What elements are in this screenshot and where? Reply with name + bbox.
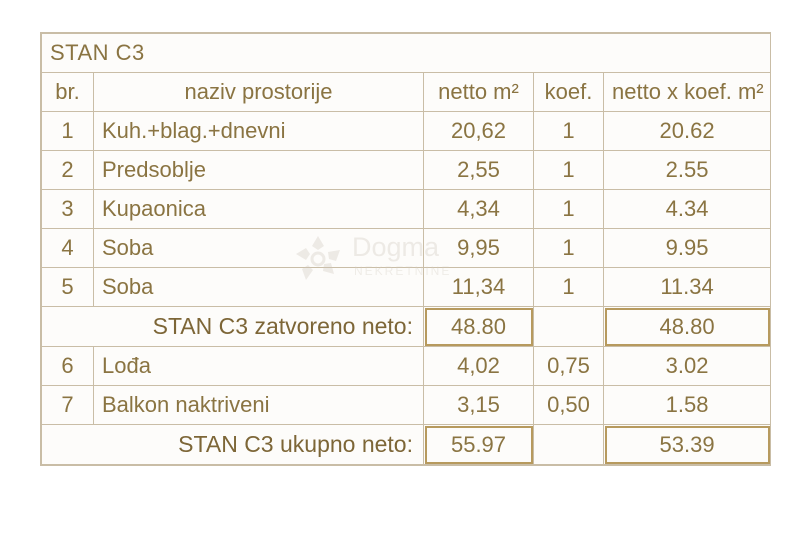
room-netto: 2,55 <box>424 151 534 190</box>
column-header-name: naziv prostorije <box>94 73 424 112</box>
row-number: 1 <box>42 112 94 151</box>
room-total: 4.34 <box>604 190 771 229</box>
grandtotal-row <box>42 425 771 465</box>
room-koef: 1 <box>534 190 604 229</box>
room-koef: 1 <box>534 112 604 151</box>
sheet-table <box>41 33 771 465</box>
page-title: STAN C3 <box>42 34 771 73</box>
watermark-text: Dogma <box>352 232 440 262</box>
row-number: 3 <box>42 190 94 229</box>
column-header-br: br. <box>42 73 94 112</box>
subtotal-netto: 48.80 <box>424 307 534 347</box>
watermark-subtext: NEKRETNINE <box>354 264 452 278</box>
room-netto: 3,15 <box>424 386 534 425</box>
table-row <box>42 268 771 307</box>
room-name: Balkon naktriveni <box>94 386 424 425</box>
table-row <box>42 151 771 190</box>
room-netto: 4,34 <box>424 190 534 229</box>
row-number: 6 <box>42 347 94 386</box>
table-row <box>42 112 771 151</box>
room-total: 3.02 <box>604 347 771 386</box>
room-name: Kupaonica <box>94 190 424 229</box>
apartment-area-table <box>40 32 771 466</box>
room-netto: 9,95 <box>424 229 534 268</box>
grandtotal-total: 53.39 <box>604 425 771 465</box>
subtotal-row <box>42 307 771 347</box>
grandtotal-netto: 55.97 <box>424 425 534 465</box>
room-name: Kuh.+blag.+dnevni <box>94 112 424 151</box>
room-total: 11.34 <box>604 268 771 307</box>
room-netto: 11,34 <box>424 268 534 307</box>
table-title-row <box>42 34 771 73</box>
table-row <box>42 190 771 229</box>
column-header-netto: netto m² <box>424 73 534 112</box>
room-total: 1.58 <box>604 386 771 425</box>
room-koef: 1 <box>534 151 604 190</box>
subtotal-koef <box>534 307 604 347</box>
room-koef: 1 <box>534 268 604 307</box>
room-name: Predsoblje <box>94 151 424 190</box>
row-number: 5 <box>42 268 94 307</box>
room-total: 20.62 <box>604 112 771 151</box>
room-netto: 4,02 <box>424 347 534 386</box>
column-header-koef: koef. <box>534 73 604 112</box>
room-netto: 20,62 <box>424 112 534 151</box>
room-total: 2.55 <box>604 151 771 190</box>
room-koef: 1 <box>534 229 604 268</box>
table-header-row <box>42 73 771 112</box>
row-number: 2 <box>42 151 94 190</box>
grandtotal-koef <box>534 425 604 465</box>
room-total: 9.95 <box>604 229 771 268</box>
row-number: 4 <box>42 229 94 268</box>
table-row <box>42 229 771 268</box>
row-number: 7 <box>42 386 94 425</box>
table-row <box>42 386 771 425</box>
table-row <box>42 347 771 386</box>
room-name: Soba <box>94 229 424 268</box>
subtotal-total: 48.80 <box>604 307 771 347</box>
room-koef: 0,50 <box>534 386 604 425</box>
room-name: Lođa <box>94 347 424 386</box>
grandtotal-label: STAN C3 ukupno neto: <box>42 425 424 465</box>
room-koef: 0,75 <box>534 347 604 386</box>
room-name: Soba <box>94 268 424 307</box>
subtotal-label: STAN C3 zatvoreno neto: <box>42 307 424 347</box>
column-header-total: netto x koef. m² <box>604 73 771 112</box>
